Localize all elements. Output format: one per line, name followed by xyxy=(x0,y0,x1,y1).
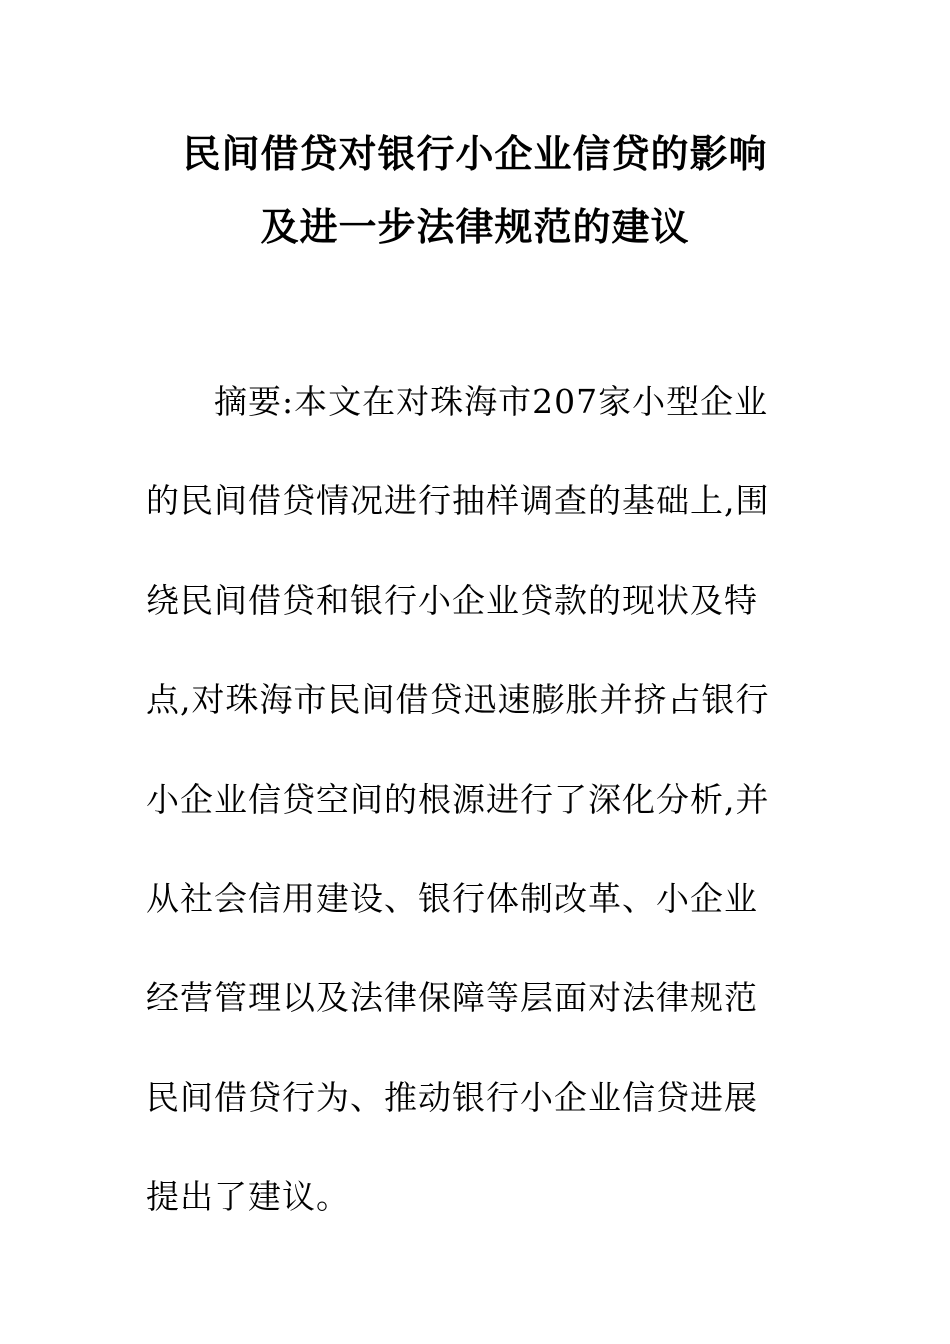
abstract-line-6: 从社会信用建设、银行体制改革、小企业 xyxy=(146,879,758,918)
abstract-line-5: 小企业信贷空间的根源进行了深化分析,并 xyxy=(146,780,770,819)
abstract-line-1: 摘要:本文在对珠海市207家小型企业 xyxy=(214,382,769,421)
document-title-line-2: 及进一步法律规范的建议 xyxy=(260,205,690,249)
abstract-line-9: 提出了建议。 xyxy=(146,1177,350,1216)
abstract-line-2: 的民间借贷情况进行抽样调查的基础上,围 xyxy=(146,481,770,520)
abstract-line-3: 绕民间借贷和银行小企业贷款的现状及特 xyxy=(146,581,758,620)
abstract-line-8: 民间借贷行为、推动银行小企业信贷进展 xyxy=(146,1078,758,1117)
abstract-line-7: 经营管理以及法律保障等层面对法律规范 xyxy=(146,978,758,1017)
abstract-line-4: 点,对珠海市民间借贷迅速膨胀并挤占银行 xyxy=(146,680,770,719)
document-title-line-1: 民间借贷对银行小企业信贷的影响 xyxy=(182,132,768,176)
